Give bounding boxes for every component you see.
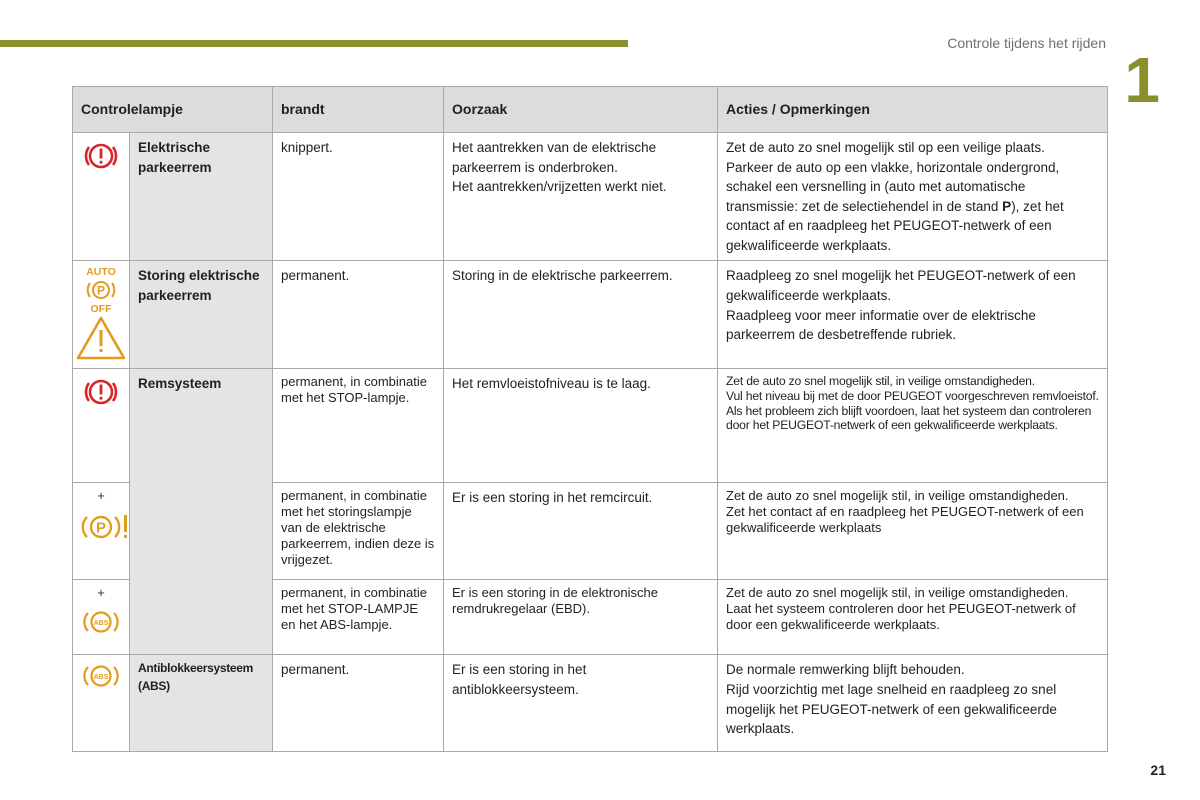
column-header-acties: Acties / Opmerkingen (718, 87, 1108, 133)
off-label: OFF (90, 303, 112, 314)
warning-triangle-icon (75, 315, 127, 361)
brake-system-red-icon (83, 374, 119, 410)
acties-cell (718, 133, 1108, 261)
table-row (73, 369, 1108, 483)
lamp-name: Remsysteem (130, 369, 273, 655)
auto-label: AUTO (86, 266, 116, 279)
column-header-controlelampje: Controlelampje (73, 87, 273, 133)
acties-text-2: ), zet het contact af en raadpleeg het PEUGEOT-netwerk of een gekwalificeerde werkplaats. (726, 198, 1064, 253)
oorzaak-cell: Storing in de elektrische parkeerrem. (444, 261, 718, 369)
oorzaak-cell: Er is een storing in het remcircuit. (444, 483, 718, 580)
brandt-cell: permanent. (273, 655, 444, 752)
lamp-name: Storing elektrische parkeerrem (130, 261, 273, 369)
table-row (73, 133, 1108, 261)
brandt-cell: permanent, in combinatie met het storingslampje van de elektrische parkeerrem, indien deze is vrijgezet. (273, 483, 444, 580)
plus-sign: + (97, 585, 105, 601)
acties-cell: Zet de auto zo snel mogelijk stil, in veilige omstandigheden. Zet het contact af en raadpleeg het PEUGEOT-netwerk of een gekwalificeerde werkplaats (718, 483, 1108, 580)
parking-brake-fault-icon (81, 509, 131, 545)
table-row (73, 261, 1108, 369)
icon-cell (73, 580, 130, 655)
acties-cell: Zet de auto zo snel mogelijk stil, in veilige omstandigheden. Vul het niveau bij met de door PEUGEOT voorgeschreven remvloeistof. Als het probleem zich blijft voordoen, laat het systeem dan controleren door het PEUGEOT-netwerk of een gekwalificeerde werkplaats. (718, 369, 1108, 483)
table-header-row (73, 87, 1108, 133)
warning-lamp-table (72, 86, 1108, 752)
brake-warning-red-icon (83, 138, 119, 174)
acties-cell: Zet de auto zo snel mogelijk stil, in veilige omstandigheden. Laat het systeem controleren door het PEUGEOT-netwerk of door een gekwalificeerde werkplaats. (718, 580, 1108, 655)
oorzaak-cell: Het aantrekken van de elektrische parkeerrem is onderbroken. Het aantrekken/vrijzetten werkt niet. (444, 133, 718, 261)
abs-label: ABS (93, 620, 109, 628)
p-letter: P (96, 283, 106, 298)
icon-cell (73, 133, 130, 261)
section-title: Controle tijdens het rijden (947, 35, 1106, 51)
table-row (73, 655, 1108, 752)
column-header-oorzaak: Oorzaak (444, 87, 718, 133)
icon-cell (73, 369, 130, 483)
page-number: 21 (1150, 762, 1166, 778)
plus-sign: + (97, 488, 105, 504)
abs-label: ABS (93, 674, 109, 682)
column-header-brandt: brandt (273, 87, 444, 133)
p-letter: P (95, 519, 107, 537)
lamp-name: Elektrische parkeerrem (130, 133, 273, 261)
acties-bold-p: P (1002, 198, 1012, 214)
lamp-name: Antiblokkeersysteem (ABS) (130, 655, 273, 752)
abs-icon (81, 660, 121, 692)
top-accent-bar (0, 40, 628, 47)
oorzaak-cell: Het remvloeistofniveau is te laag. (444, 369, 718, 483)
icon-cell (73, 483, 130, 580)
brandt-cell: knippert. (273, 133, 444, 261)
oorzaak-cell: Er is een storing in het antiblokkeersysteem. (444, 655, 718, 752)
acties-text-1: Zet de auto zo snel mogelijk stil op een veilige plaats. Parkeer de auto op een vlakke, horizontale ondergrond, schakel een versnelling in (auto met automatische transmissie: zet de selectiehendel in de stand (726, 140, 1060, 214)
icon-cell (73, 261, 130, 369)
abs-icon (81, 606, 121, 638)
oorzaak-cell: Er is een storing in de elektronische remdrukregelaar (EBD). (444, 580, 718, 655)
acties-cell: De normale remwerking blijft behouden. Rijd voorzichtig met lage snelheid en raadpleeg zo snel mogelijk het PEUGEOT-netwerk of een gekwalificeerde werkplaats. (718, 655, 1108, 752)
brandt-cell: permanent. (273, 261, 444, 369)
brandt-cell: permanent, in combinatie met het STOP-LAMPJE en het ABS-lampje. (273, 580, 444, 655)
chapter-number: 1 (1124, 44, 1160, 116)
brandt-cell: permanent, in combinatie met het STOP-lampje. (273, 369, 444, 483)
acties-cell: Raadpleeg zo snel mogelijk het PEUGEOT-netwerk of een gekwalificeerde werkplaats. Raadpleeg voor meer informatie over de elektrische parkeerrem de desbetreffende rubriek. (718, 261, 1108, 369)
auto-p-off-icon (80, 265, 122, 313)
icon-cell (73, 655, 130, 752)
